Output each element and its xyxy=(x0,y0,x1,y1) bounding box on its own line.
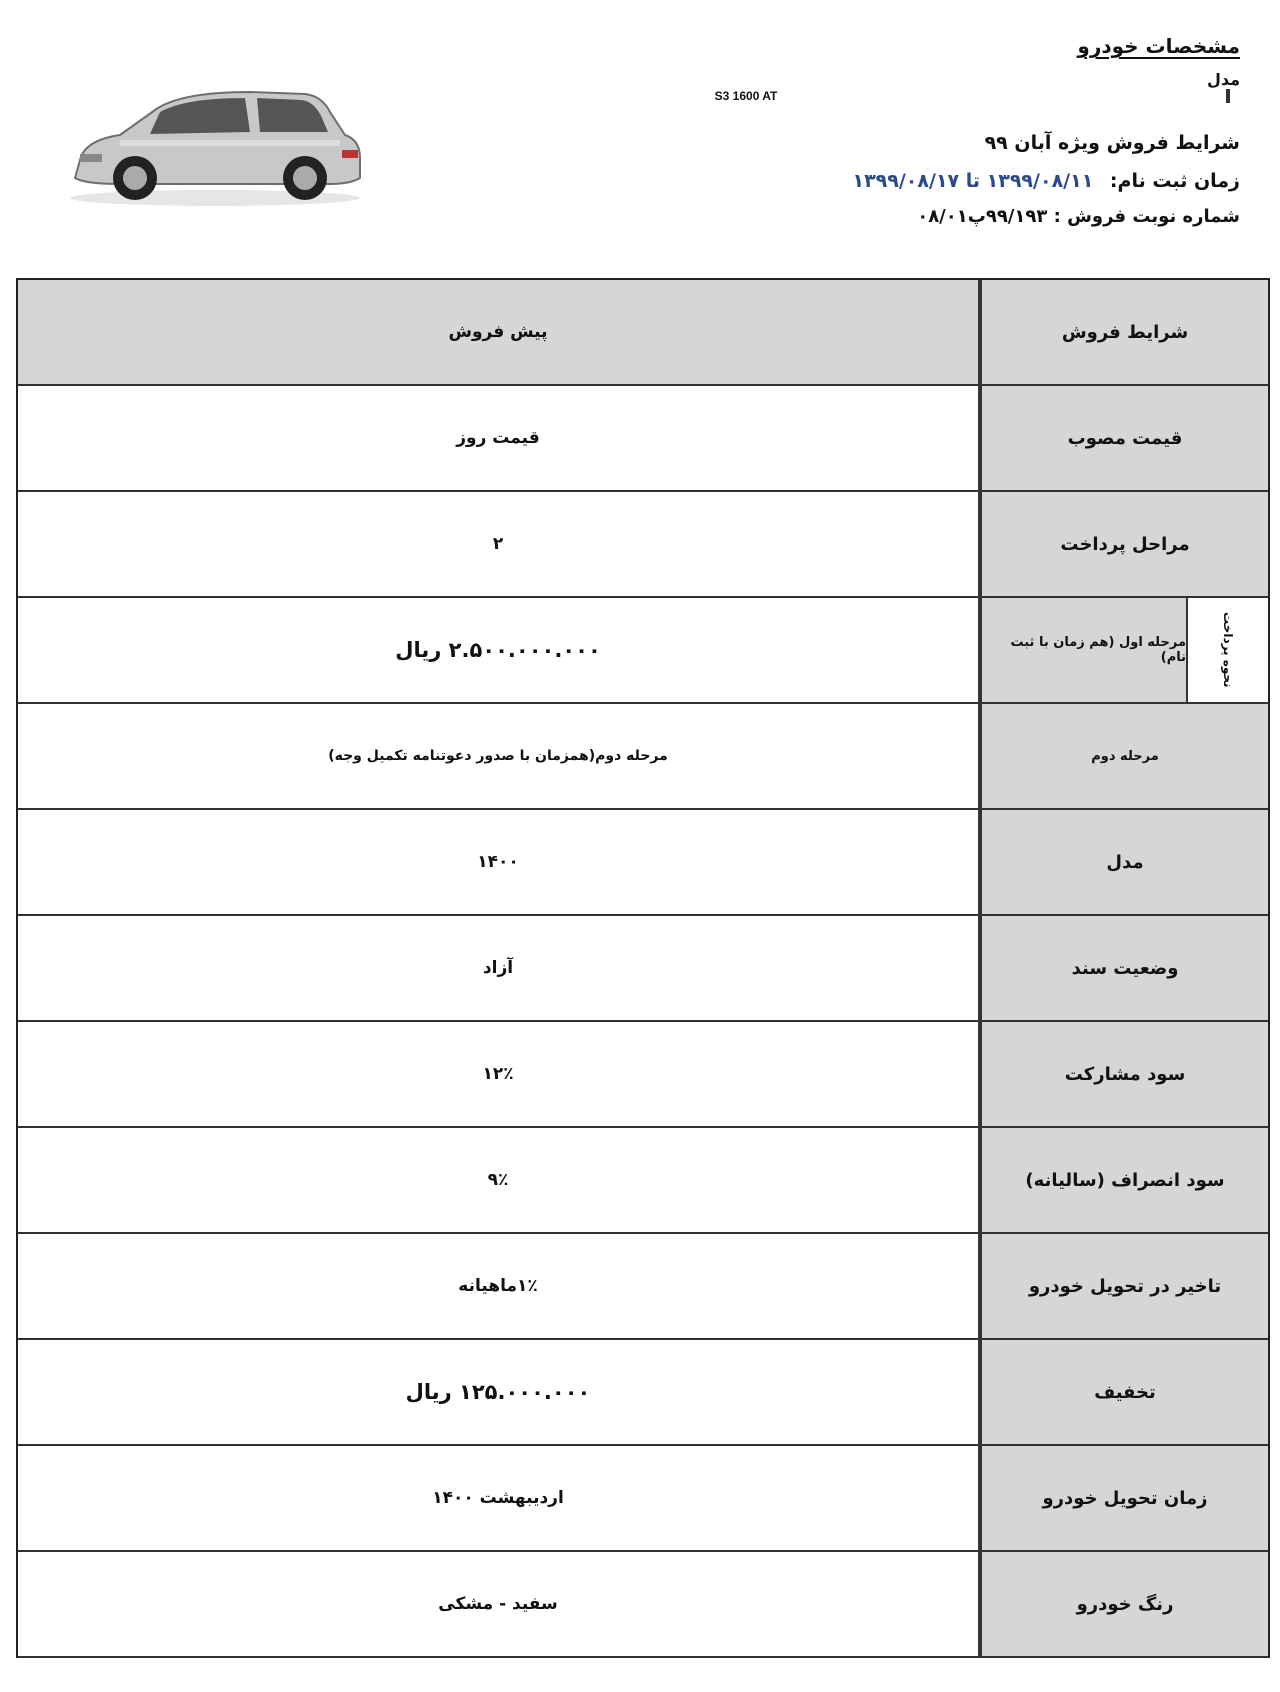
table-cell-value: ۹٪ xyxy=(18,1128,982,1232)
table-row xyxy=(18,492,1268,598)
table-row xyxy=(18,598,1268,704)
specs-title: مشخصات خودرو xyxy=(1077,34,1240,58)
table-cell-label: سود مشارکت xyxy=(982,1022,1268,1126)
sale-title: شرایط فروش ویژه آبان ۹۹ xyxy=(984,132,1240,154)
table-row xyxy=(18,1446,1268,1552)
table-cell-label: رنگ خودرو xyxy=(982,1552,1268,1656)
table-row xyxy=(18,1234,1268,1340)
table-row xyxy=(18,810,1268,916)
payment-method-side xyxy=(1188,598,1268,702)
table-cell-value: قیمت روز xyxy=(18,386,982,490)
table-cell-label: زمان تحویل خودرو xyxy=(982,1446,1268,1550)
model-line xyxy=(266,70,1240,103)
table-row xyxy=(18,386,1268,492)
table-cell-label: مراحل پرداخت xyxy=(982,492,1268,596)
table-cell-label: وضعیت سند xyxy=(982,916,1268,1020)
table-cell-value: مرحله دوم(همزمان با صدور دعوتنامه تکمیل وجه) xyxy=(18,704,982,808)
table-cell-value: ۱۴۰۰ xyxy=(18,810,982,914)
table-row xyxy=(18,1340,1268,1446)
table-cell-value: آزاد xyxy=(18,916,982,1020)
table-cell-value: ۱۲٪ xyxy=(18,1022,982,1126)
table-cell-label: مدل xyxy=(982,810,1268,914)
table-cell-value: ۱٪ماهیانه xyxy=(18,1234,982,1338)
table-cell-label: قیمت مصوب xyxy=(982,386,1268,490)
table-cell-label: سود انصراف (سالیانه) xyxy=(982,1128,1268,1232)
model-value: S3 1600 AT xyxy=(266,89,1230,103)
document-header xyxy=(0,0,1280,270)
table-cell-value: ۱۲۵.۰۰۰.۰۰۰ ریال xyxy=(18,1340,982,1444)
payment-split-cell xyxy=(982,598,1268,702)
table-cell-label: تاخیر در تحویل خودرو xyxy=(982,1234,1268,1338)
table-row xyxy=(18,1552,1268,1658)
table-cell-value: سفید - مشکی xyxy=(18,1552,982,1656)
model-label: مدل xyxy=(1206,70,1240,89)
table-cell-value: اردیبهشت ۱۴۰۰ xyxy=(18,1446,982,1550)
payment-method-label: نحوه پرداخت xyxy=(1221,612,1235,688)
sale-number-label: شماره نوبت فروش : xyxy=(1047,206,1240,227)
table-cell-value: پیش فروش xyxy=(18,280,982,384)
table-row xyxy=(18,1128,1268,1234)
table-row xyxy=(18,280,1268,386)
table-cell-label: مرحله اول (هم زمان با ثبت نام) xyxy=(982,598,1188,702)
table-row xyxy=(18,916,1268,1022)
sale-number-value: ۹۹/۱۹۳پ۰۸/۰۱ xyxy=(917,206,1048,227)
table-cell-value: ۲ xyxy=(18,492,982,596)
sales-conditions-table xyxy=(16,278,1270,1658)
registration-line xyxy=(852,170,1240,192)
registration-dates: ۱۳۹۹/۰۸/۱۱ تا ۱۳۹۹/۰۸/۱۷ xyxy=(852,170,1094,192)
table-row xyxy=(18,704,1268,810)
table-cell-label: مرحله دوم xyxy=(982,704,1268,808)
table-cell-label: شرایط فروش xyxy=(982,280,1268,384)
table-row xyxy=(18,1022,1268,1128)
table-cell-value: ۲.۵۰۰.۰۰۰.۰۰۰ ریال xyxy=(18,598,982,702)
registration-label: زمان ثبت نام: xyxy=(1109,170,1240,192)
sale-number-line xyxy=(917,206,1240,227)
table-cell-label: تخفیف xyxy=(982,1340,1268,1444)
